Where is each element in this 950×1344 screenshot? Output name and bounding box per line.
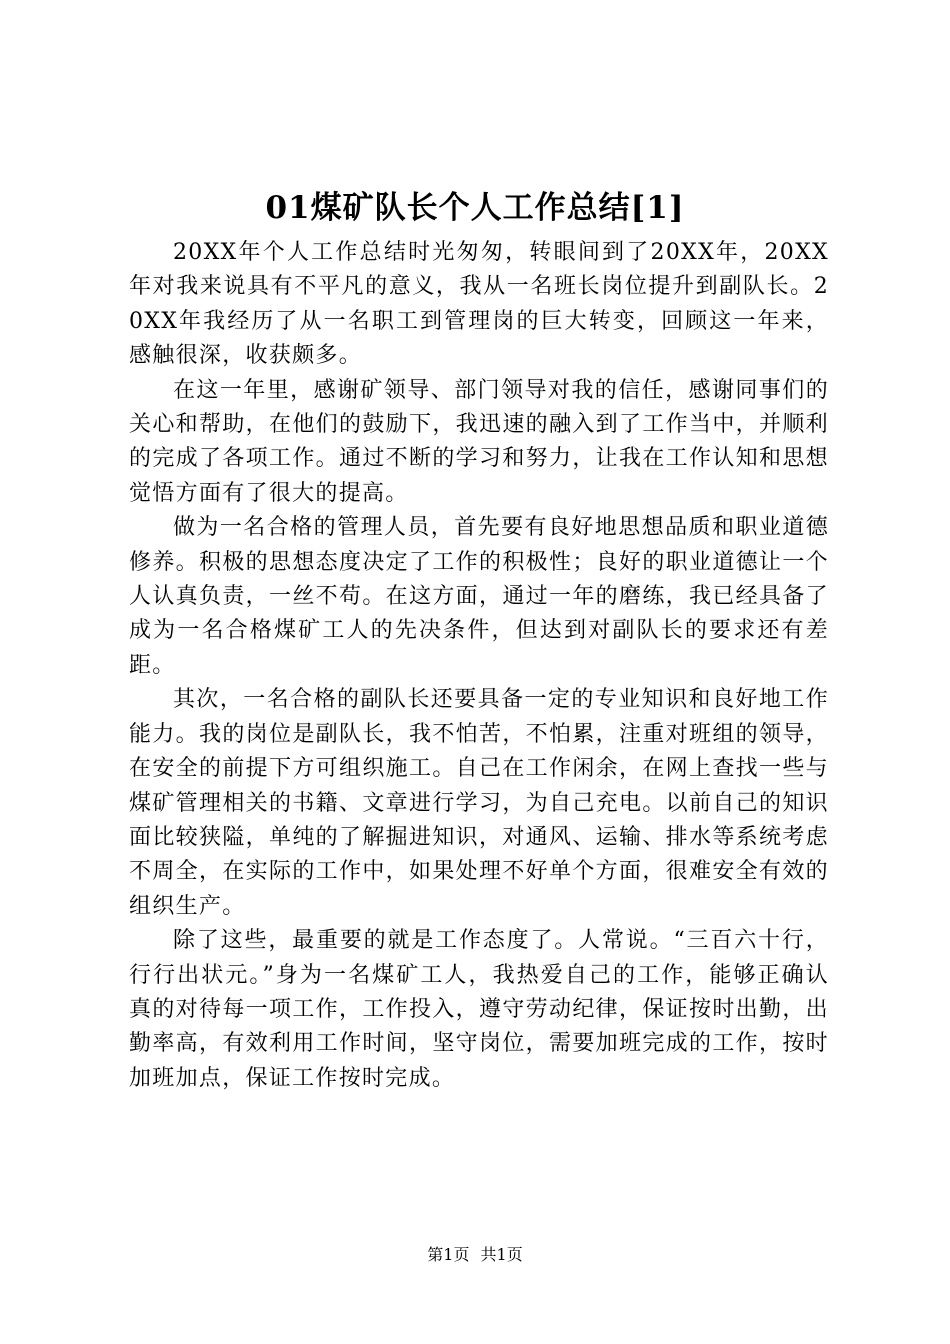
- page-total: 共1页: [480, 1245, 523, 1264]
- paragraph-3: 做为一名合格的管理人员，首先要有良好地思想品质和职业道德修养。积极的思想态度决定了工作的积极性；良好的职业道德让一个人认真负责，一丝不苟。在这方面，通过一年的磨练，我已经具备了成为一名合格煤矿工人的先决条件，但达到对副队长的要求还有差距。: [129, 515, 829, 678]
- paragraph-1: 20XX年个人工作总结时光匆匆，转眼间到了20XX年，20XX年对我来说具有不平凡的意义，我从一名班长岗位提升到副队长。20XX年我经历了从一名职工到管理岗的巨大转变，回顾这一年来，感触很深，收获颇多。: [129, 240, 829, 369]
- paragraph-4: 其次，一名合格的副队长还要具备一定的专业知识和良好地工作能力。我的岗位是副队长，我不怕苦，不怕累，注重对班组的领导，在安全的前提下方可组织施工。自己在工作闲余，在网上查找一些与煤矿管理相关的书籍、文章进行学习，为自己充电。以前自己的知识面比较狭隘，单纯的了解掘进知识，对通风、运输、排水等系统考虑不周全，在实际的工作中，如果处理不好单个方面，很难安全有效的组织生产。: [129, 687, 829, 919]
- page-footer: [0, 1243, 950, 1267]
- document-title: 01煤矿队长个人工作总结[1]: [265, 190, 685, 226]
- paragraph-5: 除了这些，最重要的就是工作态度了。人常说。“三百六十行，行行出状元。”身为一名煤矿工人，我热爱自己的工作，能够正确认真的对待每一项工作，工作投入，遵守劳动纪律，保证按时出勤，出勤率高，有效利用工作时间，坚守岗位，需要加班完成的工作，按时加班加点，保证工作按时完成。: [129, 928, 829, 1091]
- document-body: [129, 236, 829, 1096]
- paragraph-2: 在这一年里，感谢矿领导、部门领导对我的信任，感谢同事们的关心和帮助，在他们的鼓励下，我迅速的融入到了工作当中，并顺利的完成了各项工作。通过不断的学习和努力，让我在工作认知和思想觉悟方面有了很大的提高。: [129, 377, 829, 506]
- page-number: 第1页: [427, 1245, 470, 1264]
